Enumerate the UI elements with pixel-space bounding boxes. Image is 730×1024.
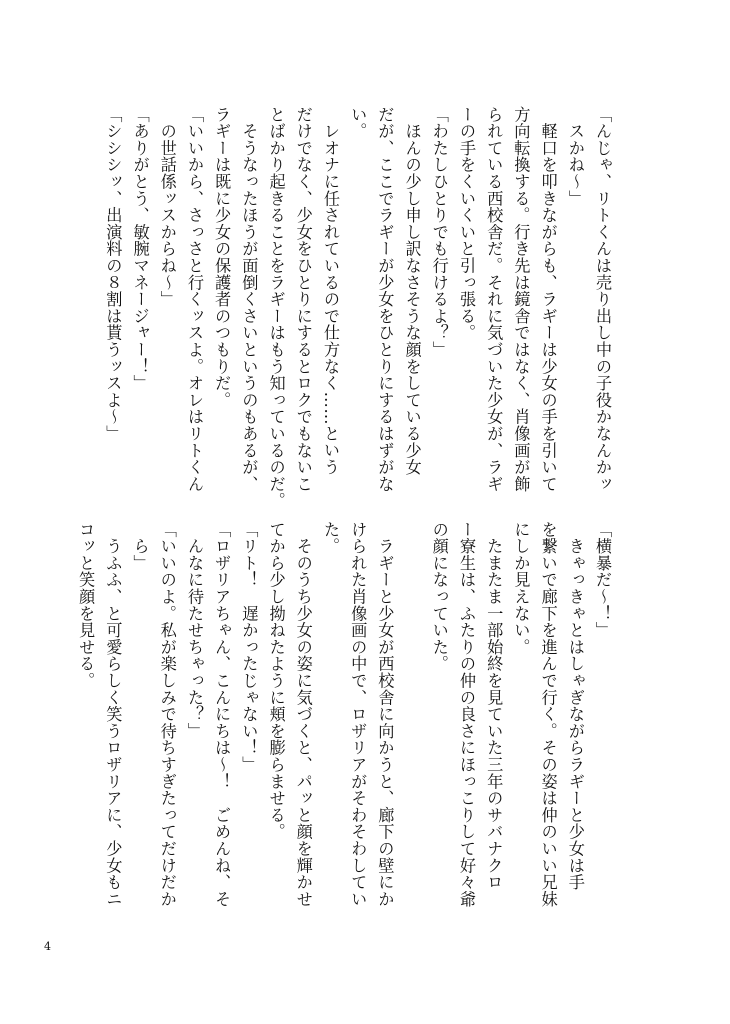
text-line: とばかり起きることをラギーはもう知っているのだ。 (266, 106, 286, 510)
text-line: だが、ここでラギーが少女をひとりにするはずがな (375, 106, 395, 493)
text-line: 「わたしひとりでも行けるよ？」 (429, 106, 449, 358)
text-line: てから少し拗ねたように頬を膨らませる。 (266, 521, 286, 841)
text-line: ら」 (130, 521, 150, 572)
lower-text-block (76, 521, 616, 921)
text-line: 方向転換する。行き先は鏡舎ではなく、肖像画が飾 (511, 106, 531, 493)
text-line: けられた肖像画の中で、ロザリアがそわそわしてい (348, 521, 368, 908)
text-line: ラギーは既に少女の保護者のつもりだ。 (212, 106, 232, 409)
text-line: だけでなく、少女をひとりにするとロクでもないこ (293, 106, 313, 493)
text-line: ーの手をくいくいと引っ張る。 (456, 106, 476, 342)
text-line: そのうち少女の姿に気づくと、パッと顔を輝かせ (293, 521, 313, 908)
text-line: 「いいのよ。私が楽しみで待ちすぎたってだけだか (157, 521, 177, 908)
text-line: レオナに任されているので仕方なく……という (320, 106, 340, 476)
text-line: を繋いで廊下を進んで行く。その姿は仲のいい兄妹 (538, 521, 558, 908)
text-line: うふふ、と可愛らしく笑うロザリアに、少女もニ (103, 521, 123, 908)
text-line: 軽口を叩きながらも、ラギーは少女の手を引いて (538, 106, 558, 493)
text-line (398, 521, 425, 921)
text-line: んなに待たせちゃった？」 (184, 521, 204, 740)
text-line: 「いいから、さっさと行くッスよ。オレはリトくん (184, 106, 204, 493)
text-line: られている西校舎だ。それに気づいた少女が、ラギ (484, 106, 504, 493)
text-line: コッと笑顔を見せる。 (76, 521, 96, 689)
text-line: きゃっきゃとはしゃぎながらラギーと少女は手 (565, 521, 585, 891)
text-line: ほんの少し申し訳なさそうな顔をしている少女 (402, 106, 422, 476)
text-line: 「んじゃ、リトくんは売り出し中の子役かなんかッ (593, 106, 612, 493)
text-line: い。 (348, 106, 368, 140)
page-number: 4 (44, 940, 51, 953)
text-line: 「横暴だ～！」 (593, 521, 612, 639)
text-line: ー寮生は、ふたりの仲の良さにほっこりして好々爺 (456, 521, 476, 908)
text-line: スかね～」 (565, 106, 585, 207)
text-line: 「シシシッ、出演料の８割は貰うッスよ～」 (103, 106, 123, 442)
text-line: にしか見えない。 (511, 521, 531, 656)
text-line: 「リト！ 遅かったじゃない！」 (239, 521, 259, 773)
text-line: ラギーと少女が西校舎に向かうと、廊下の壁にか (375, 521, 395, 908)
text-line: そうなったほうが面倒くさいというのもあるが、 (239, 106, 259, 493)
text-line: た。 (320, 521, 340, 555)
upper-text-block (103, 106, 616, 510)
text-line: たまたま一部始終を見ていた三年のサバナクロ (484, 521, 504, 891)
text-line: 「ロザリアちゃん、こんにちは～！ ごめんね、そ (212, 521, 232, 908)
text-line: の顔になっていた。 (429, 521, 449, 673)
text-line: の世話係ッスからね～」 (157, 106, 177, 308)
text-line: 「ありがとう、敏腕マネージャー！」 (130, 106, 150, 392)
